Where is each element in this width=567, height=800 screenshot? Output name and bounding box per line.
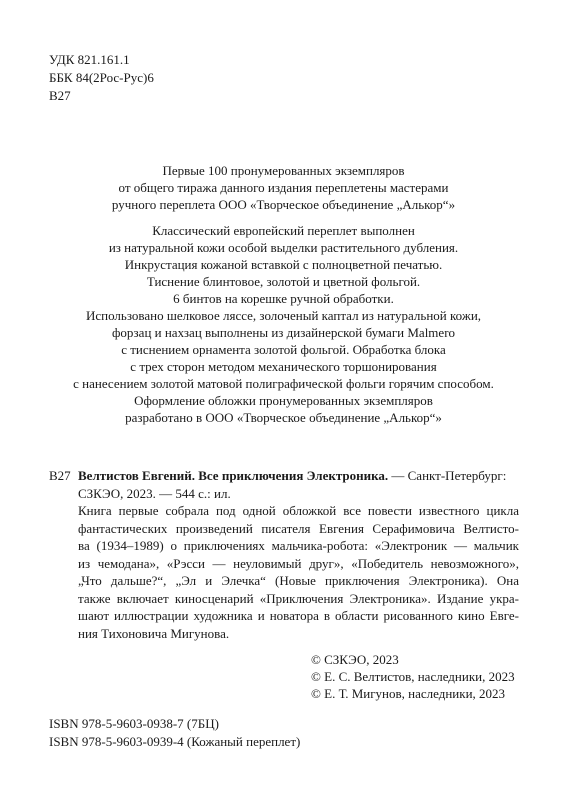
edition-note-line: Тиснение блинтовое, золотой и цветной фольгой. <box>146 274 421 289</box>
isbn-line: ISBN 978-5-9603-0939-4 (Кожаный переплет) <box>49 734 301 749</box>
edition-note-line: ручного переплета ООО «Творческое объединение „Алькор“» <box>111 197 456 212</box>
author-mark: В27 <box>49 88 71 103</box>
annotation-line: фантастических произведений писателя Евгения Серафимовича Велтисто- <box>78 520 519 536</box>
bibliographic-record <box>49 467 519 642</box>
isbn-block <box>49 715 300 751</box>
annotation-line: Книга первые собрала под одной обложкой все повести известного цикла <box>78 503 519 518</box>
biblio-author-title: Велтистов Евгений. Все приключения Электроника. <box>78 468 389 483</box>
edition-note-line: 6 бинтов на корешке ручной обработки. <box>173 291 394 306</box>
edition-note-line: Первые 100 пронумерованных экземпляров <box>162 163 405 178</box>
biblio-author-mark: В27 <box>49 468 71 483</box>
edition-note-line: форзац и нахзац выполнены из дизайнерской бумаги Malmero <box>111 325 456 340</box>
edition-note-line: разработано в ООО «Творческое объединение „Алькор“» <box>125 410 442 425</box>
copyright-line: © Е. Т. Мигунов, наследники, 2023 <box>311 686 506 701</box>
edition-note-line: с нанесением золотой матовой полиграфической фольги горячим способом. <box>73 376 494 391</box>
copyright-line: © СЗКЭО, 2023 <box>311 652 399 667</box>
edition-note-line: Классический европейский переплет выполнен <box>152 223 415 238</box>
annotation-line: ва (1934–1989) о приключениях мальчика-робота: «Электроник — мальчик <box>78 538 519 553</box>
annotation-line: шают иллюстрации художника и новатора в области рисованного кино Евге- <box>78 608 519 623</box>
edition-note-line: из натуральной кожи особой выделки растительного дубления. <box>108 240 459 255</box>
annotation-line: „Что дальше?“, „Эл и Элечка“ (Новые приключения Электроника). Она <box>78 573 519 588</box>
biblio-imprint-line: СЗКЭО, 2023. — 544 с.: ил. <box>78 485 231 501</box>
isbn-line: ISBN 978-5-9603-0938-7 (7БЦ) <box>49 716 219 731</box>
copyright-line: © Е. С. Велтистов, наследники, 2023 <box>311 669 515 684</box>
edition-note-line: с тиснением орнамента золотой фольгой. Обработка блока <box>121 342 446 357</box>
edition-note-line: Использовано шелковое ляссе, золоченый каптал из натуральной кожи, <box>85 308 482 323</box>
biblio-imprint: — Санкт-Петербург: <box>388 468 507 483</box>
copyright-block <box>311 651 515 702</box>
edition-note-line: от общего тиража данного издания переплетены мастерами <box>118 180 449 195</box>
edition-note-line: Оформление обложки пронумерованных экземпляров <box>134 393 433 408</box>
bbk-code: ББК 84(2Рос-Рус)6 <box>49 70 154 85</box>
edition-note-paragraph-2 <box>0 222 567 426</box>
edition-note-line: с трех сторон методом механического торшонирования <box>130 359 437 374</box>
biblio-heading-row <box>49 467 519 485</box>
biblio-headline <box>78 467 506 485</box>
edition-note-paragraph-1 <box>0 162 567 213</box>
annotation-line: также включает киносценарий «Приключения Электроника». Издание укра- <box>78 590 519 606</box>
annotation-line: ния Тихоновича Мигунова. <box>78 625 230 641</box>
classification-codes <box>49 51 154 105</box>
annotation-line: из чемодана», «Рэсси — неуловимый друг», «Победитель невозможного», <box>78 555 519 571</box>
edition-note-line: Инкрустация кожаной вставкой с полноцветной печатью. <box>124 257 443 272</box>
udk-code: УДК 821.161.1 <box>49 52 130 67</box>
